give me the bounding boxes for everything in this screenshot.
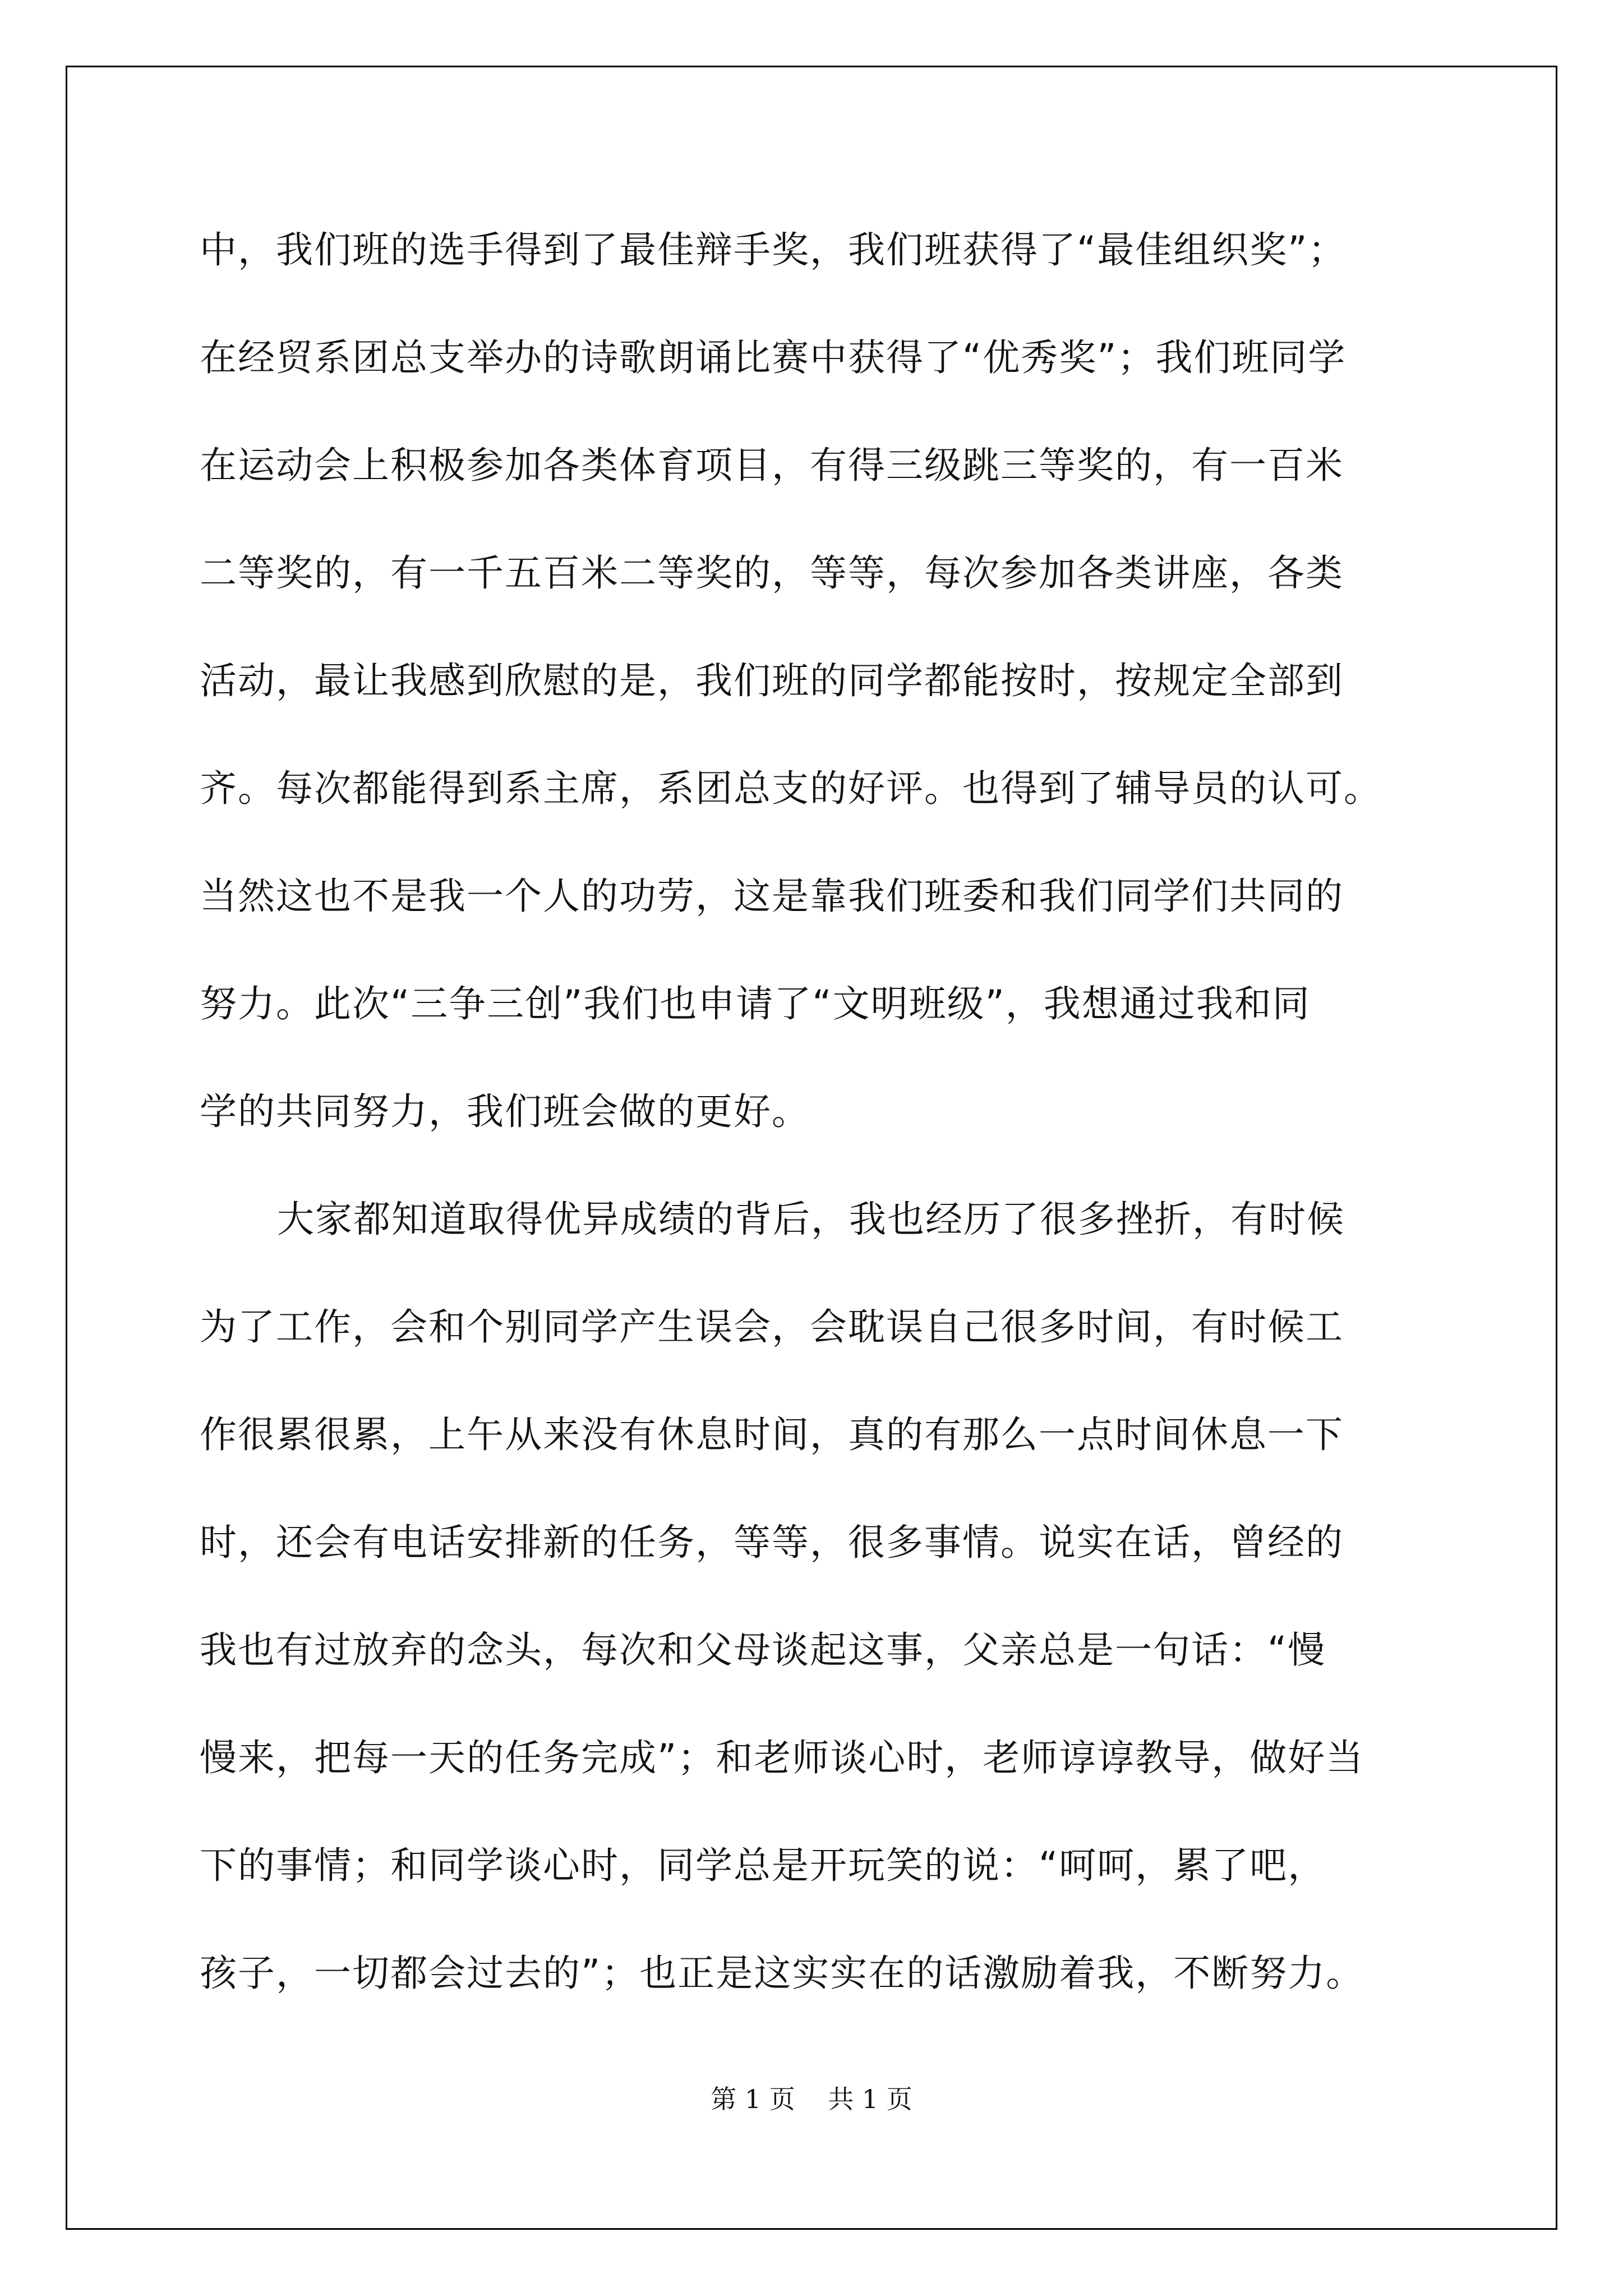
text-line: 慢来，把每一天的任务完成”；和老师谈心时，老师谆谆教导，做好当 bbox=[200, 1736, 1364, 1779]
text-line: 作很累很累，上午从来没有休息时间，真的有那么一点时间休息一下 bbox=[200, 1413, 1344, 1456]
text-line: 大家都知道取得优异成绩的背后，我也经历了很多挫折，有时候 bbox=[277, 1198, 1345, 1241]
page-number-footer: 第 1 页 共 1 页 bbox=[711, 2084, 912, 2114]
text-line: 在经贸系团总支举办的诗歌朗诵比赛中获得了“优秀奖”；我们班同学 bbox=[200, 336, 1347, 379]
text-line: 为了工作，会和个别同学产生误会，会耽误自己很多时间，有时候工 bbox=[200, 1305, 1344, 1349]
text-line: 当然这也不是我一个人的功劳，这是靠我们班委和我们同学们共同的 bbox=[200, 875, 1344, 918]
text-line: 齐。每次都能得到系主席，系团总支的好评。也得到了辅导员的认可。 bbox=[200, 767, 1382, 810]
text-line: 下的事情；和同学谈心时，同学总是开玩笑的说：“呵呵，累了吧， bbox=[200, 1844, 1326, 1887]
text-line: 孩子，一切都会过去的”；也正是这实实在的话激励着我，不断努力。 bbox=[200, 1952, 1364, 1995]
text-line: 我也有过放弃的念头，每次和父母谈起这事，父亲总是一句话：“慢 bbox=[200, 1628, 1326, 1672]
text-line: 努力。此次“三争三创”我们也申请了“文明班级”，我想通过我和同 bbox=[200, 982, 1311, 1025]
text-line: 在运动会上积极参加各类体育项目，有得三级跳三等奖的，有一百米 bbox=[200, 444, 1344, 487]
text-line: 中，我们班的选手得到了最佳辩手奖，我们班获得了“最佳组织奖”； bbox=[200, 228, 1347, 272]
text-line: 活动，最让我感到欣慰的是，我们班的同学都能按时，按规定全部到 bbox=[200, 659, 1344, 702]
text-line: 二等奖的，有一千五百米二等奖的，等等，每次参加各类讲座，各类 bbox=[200, 551, 1344, 595]
text-line: 学的共同努力，我们班会做的更好。 bbox=[200, 1090, 810, 1133]
text-line: 时，还会有电话安排新的任务，等等，很多事情。说实在话，曾经的 bbox=[200, 1521, 1344, 1564]
